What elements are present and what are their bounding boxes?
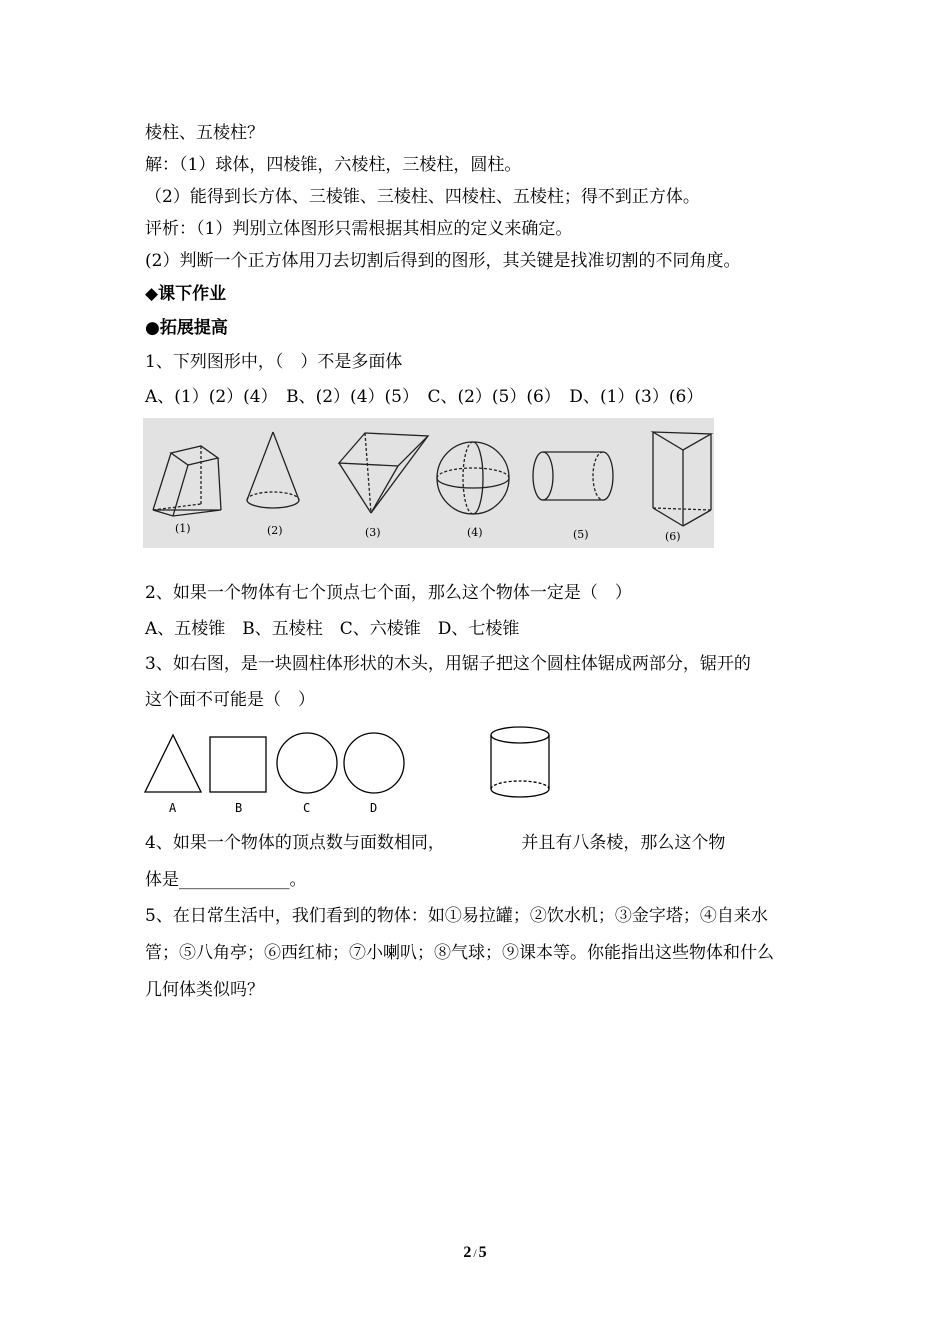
question-4: 4、如果一个物体的顶点数与面数相同， 并且有八条棱，那么这个物 xyxy=(145,833,726,853)
solids-figure xyxy=(143,418,714,548)
answer-line: 解：（1）球体，四棱锥，六棱柱，三棱柱，圆柱。 xyxy=(145,155,522,175)
subsection-heading: ●拓展提高 xyxy=(145,318,228,338)
cross-section-drawing xyxy=(140,725,560,820)
question-2: 2、如果一个物体有七个顶点七个面，那么这个物体一定是（ ） xyxy=(145,583,632,603)
solid-label: (5) xyxy=(573,528,589,541)
question-2-options: A、五棱锥 B、五棱柱 C、六棱锥 D、七棱锥 xyxy=(145,619,520,639)
page-separator: / xyxy=(473,1246,477,1260)
comment-line: 评析：（1）判别立体图形只需根据其相应的定义来确定。 xyxy=(145,219,573,239)
question-3: 3、如右图，是一块圆柱体形状的木头，用锯子把这个圆柱体锯成两部分，锯开的 xyxy=(145,654,751,674)
text-line: 棱柱、五棱柱？ xyxy=(145,123,264,143)
answer-line: （2）能得到长方体、三棱锥、三棱柱、四棱柱、五棱柱；得不到正方体。 xyxy=(145,187,700,207)
question-1: 1、下列图形中，（ ）不是多面体 xyxy=(145,352,403,372)
question-1-options: A、(1）(2）(4） B、(2）(4）(5） C、(2）(5）(6） D、(1）(3）(6） xyxy=(145,387,704,407)
total-pages: 5 xyxy=(478,1244,487,1261)
solid-label: (3) xyxy=(365,526,381,539)
solid-label: (1) xyxy=(175,522,191,535)
question-5: 几何体类似吗？ xyxy=(145,980,264,1000)
current-page: 2 xyxy=(463,1244,472,1261)
solid-label: (2) xyxy=(267,524,283,537)
solid-label: (4) xyxy=(467,526,483,539)
question-3: 这个面不可能是（ ） xyxy=(145,690,315,710)
question-4: 体是_____________。 xyxy=(145,870,307,890)
option-label: A xyxy=(169,801,177,815)
option-label: D xyxy=(370,801,378,815)
cross-section-figure xyxy=(140,725,560,820)
solid-label: (6) xyxy=(665,530,681,543)
comment-line: (2）判断一个正方体用刀去切割后得到的图形，其关键是找准切割的不同角度。 xyxy=(145,251,741,271)
question-5: 5、在日常生活中，我们看到的物体：如①易拉罐；②饮水机；③金字塔；④自来水 xyxy=(145,906,768,926)
section-heading: ◆课下作业 xyxy=(145,284,227,304)
question-5: 管；⑤八角亭；⑥西红柿；⑦小喇叭；⑧气球；⑨课本等。你能指出这些物体和什么 xyxy=(145,943,774,963)
option-label: B xyxy=(235,801,243,815)
solids-drawing xyxy=(143,418,714,548)
option-label: C xyxy=(303,801,311,815)
page-number xyxy=(0,1244,950,1262)
